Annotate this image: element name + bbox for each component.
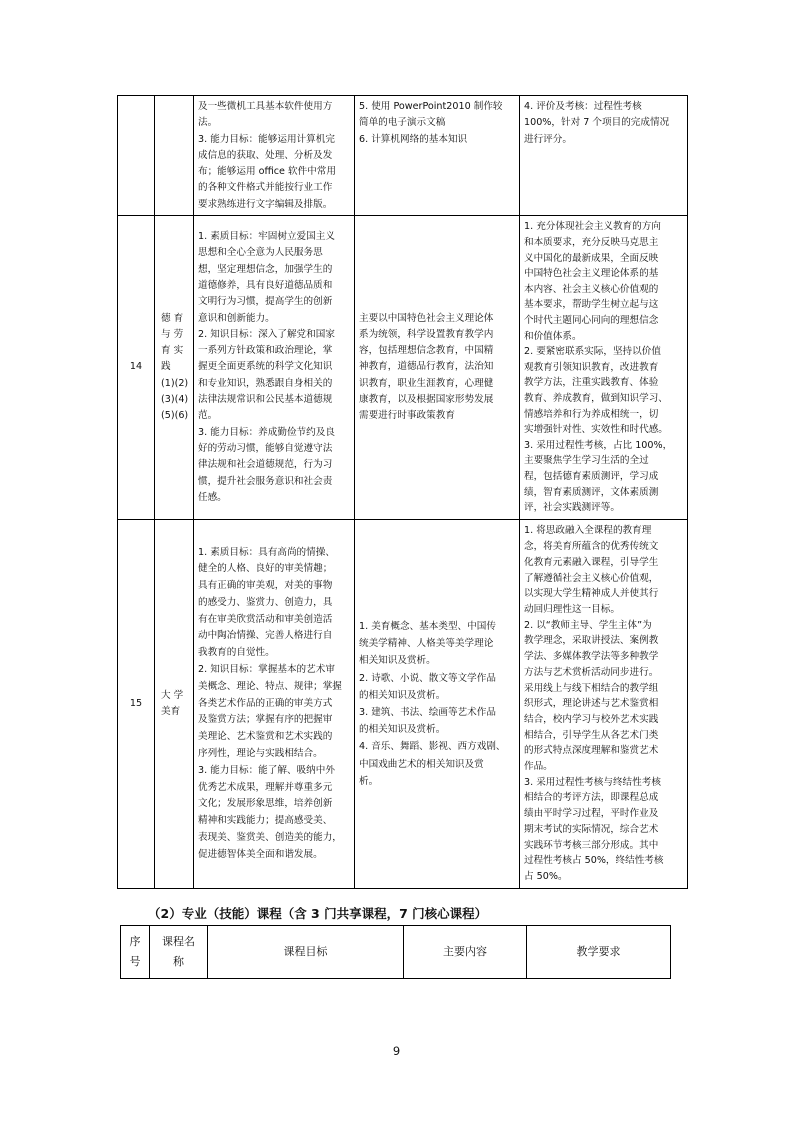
text-line: 的感受力、鉴赏力、创造力，具: [198, 596, 333, 608]
text-line: 主要聚焦学生学习生活的全过: [524, 455, 649, 467]
course-name: [155, 216, 194, 520]
text-line: 好的劳动习惯，能够自觉遵守法: [198, 442, 333, 454]
text-line: 作品。: [524, 761, 553, 773]
text-line: 想，坚定理想信念，加强学生的: [198, 263, 333, 275]
text-line: 2. 诗歌、小说、散文等文学作品: [359, 672, 496, 684]
text-line: 评，社会实践测评等。: [524, 502, 620, 514]
text-line: 动回归理性这一目标。: [524, 604, 620, 615]
text-line: 个时代主题同心同向的理想信念: [524, 315, 659, 326]
text-line: 布；能够运用 office 软件中常用: [198, 166, 336, 178]
text-line: 和本质要求，充分反映马克思主: [524, 237, 659, 249]
text-line: 析。: [359, 775, 379, 787]
text-line: 具有正确的审美观，对美的事物: [198, 580, 333, 592]
text-line: 的相关知识及赏析。: [359, 689, 446, 701]
row-number-cell: [118, 96, 155, 216]
text-line: 范。: [198, 410, 218, 422]
text-line: 精神和实践能力；提高感受美、: [198, 815, 333, 827]
text-line: 3. 采用过程性考核，占比 100%，: [524, 439, 673, 451]
text-line: 践: [161, 361, 171, 373]
header-serial-number: [121, 926, 150, 979]
course-requirements-cell: [520, 96, 688, 216]
text-line: 2. 知识目标：掌握基本的艺术审: [198, 664, 335, 676]
text-line: 教学理念，采取讲授法、案例教: [524, 635, 659, 647]
text-line: 惯，提升社会服务意识和社会责: [198, 475, 333, 487]
course-name-cell: [155, 96, 194, 216]
course-goals-cell: [194, 96, 355, 216]
text-line: 康教育，以及根据国家形势发展: [359, 394, 494, 406]
text-line: 有在审美欣赏活动和审美创造活: [198, 613, 333, 625]
text-line: 一系列方针政策和政治理论，掌: [198, 345, 333, 357]
text-line: 握更全面更系统的科学文化知识: [198, 361, 333, 373]
text-line: 1. 美育概念、基本类型、中国传: [359, 621, 496, 633]
text-line: 的相关知识及赏析。: [359, 724, 446, 736]
text-line: (5)(6): [161, 410, 189, 422]
course-requirements-cell: [520, 520, 688, 889]
text-line: 过程性考核占 50%，终结性考核: [524, 855, 664, 867]
text-line: (3)(4): [161, 394, 189, 406]
header-course-name: [150, 926, 208, 979]
text-line: 需要进行时事政策教育: [359, 410, 455, 422]
text-line: 相结合的考评方法，即课程总成: [524, 792, 659, 804]
text-line: 义中国化的最新成果，全面反映: [524, 252, 659, 264]
text-line: 成信息的获取、处理、分析及发: [198, 149, 333, 161]
text-line: 化教育元素融入课程，引导学生: [524, 556, 659, 568]
text-line: 3. 建筑、书法、绘画等艺术作品: [359, 707, 496, 719]
text-line: 我教育的自觉性。: [198, 647, 275, 659]
text-line: 实践环节考核三部分形成。其中: [524, 839, 659, 851]
text-line: 期末考试的实际情况，综合艺术: [524, 823, 659, 835]
text-line: 思想和全心全意为人民服务思: [198, 247, 323, 259]
text-line: 了解遵循社会主义核心价值观，: [524, 572, 659, 584]
text-line: 1. 素质目标：具有高尚的情操、: [198, 546, 335, 558]
text-line: 2. 知识目标：深入了解党和国家: [198, 328, 335, 340]
text-line: 基本要求，帮助学生树立起与这: [524, 299, 659, 311]
text-line: 相结合，引导学生从各艺术门类: [524, 729, 659, 741]
text-line: 绩由平时学习过程，平时作业及: [524, 808, 659, 820]
text-line: 5. 使用 PowerPoint2010 制作较: [359, 101, 503, 112]
course-content-cell: [355, 96, 520, 216]
text-line: 的各种文件格式并能按行业工作: [198, 182, 333, 194]
text-line: 美育: [161, 706, 181, 718]
text-line: 律法规和社会道德规范，行为习: [198, 459, 333, 471]
text-line: 法。: [198, 117, 218, 129]
text-line: 大 学: [161, 689, 184, 701]
text-line: 中国戏曲艺术的相关知识及赏: [359, 758, 484, 770]
header-teaching-requirements: 教学要求: [527, 926, 671, 979]
text-line: 1. 充分体现社会主义教育的方向: [524, 221, 661, 233]
text-line: 2. 要紧密联系实际，坚持以价值: [524, 346, 661, 358]
text-line: 及一些微机工具基本软件使用方: [198, 101, 333, 112]
course-table: [117, 95, 688, 889]
text-line: 情感培养和行为养成相统一，切: [524, 408, 659, 420]
text-line: 健全的人格、良好的审美情趣；: [198, 563, 333, 575]
table-row-continuation: [118, 96, 688, 216]
text-line: 织形式，理论讲述与艺术鉴赏相: [524, 698, 659, 710]
table-row-15: [118, 520, 688, 889]
text-line: 神教育，道德品行教育，法治知: [359, 361, 494, 373]
text-line: 课程名: [162, 935, 195, 948]
text-line: 文明行为习惯，提高学生的创新: [198, 296, 333, 308]
text-line: 及鉴赏方法；掌握有序的把握审: [198, 714, 333, 726]
text-line: 3. 采用过程性考核与终结性考核: [524, 776, 661, 788]
text-line: 德 育: [161, 312, 184, 324]
text-line: 教育、养成教育，做到知识学习、: [524, 392, 668, 404]
text-line: 要求熟练进行文字编辑及排版。: [198, 198, 333, 210]
text-line: 和价值体系。: [524, 330, 582, 342]
text-line: 各类艺术作品的正确的审美方式: [198, 697, 333, 709]
text-line: 观教育引领知识教育，改进教育: [524, 361, 659, 373]
text-line: 100%，针对 7 个项目的完成情况: [524, 117, 670, 129]
course-goals-cell: [194, 216, 355, 520]
text-line: 序列性，理论与实践相结合。: [198, 748, 323, 760]
text-line: 3. 能力目标：能够运用计算机完: [198, 133, 335, 145]
text-line: 文化；发展形象思维，培养创新: [198, 798, 333, 810]
text-line: 称: [173, 955, 184, 968]
text-line: 动中陶冶情操、完善人格进行自: [198, 630, 333, 642]
text-line: 与 劳: [161, 328, 184, 340]
course-name: [155, 520, 194, 889]
text-line: 系为统领，科学设置教育教学内: [359, 328, 494, 340]
text-line: 念，将美育所蕴含的优秀传统文: [524, 541, 659, 553]
text-line: (1)(2): [161, 377, 189, 389]
course-content-cell: [355, 216, 520, 520]
text-line: 号: [129, 955, 141, 968]
text-line: 的形式特点深度理解和鉴赏艺术: [524, 745, 659, 757]
text-line: 促进德智体美全面和谐发展。: [198, 848, 323, 860]
text-line: 表现美、鉴赏美、创造美的能力，: [198, 832, 342, 844]
header-main-content: 主要内容: [404, 926, 527, 979]
text-line: 6. 计算机网络的基本知识: [359, 133, 468, 145]
text-line: 识教育，职业生涯教育，心理健: [359, 377, 494, 389]
text-line: 统美学精神、人格美等美学理论: [359, 638, 494, 650]
text-line: 占 50%。: [524, 870, 568, 882]
text-line: 美理论、艺术鉴赏和艺术实践的: [198, 731, 333, 743]
text-line: 3. 能力目标：能了解、吸纳中外: [198, 764, 335, 776]
text-line: 3. 能力目标：养成勤俭节约及良: [198, 426, 335, 438]
row-number: 15: [118, 520, 155, 889]
text-line: 意识和创新能力。: [198, 312, 275, 324]
text-line: 本内容、社会主义核心价值观的: [524, 283, 659, 295]
text-line: 以实现大学生精神成人并使其行: [524, 588, 659, 600]
text-line: 4. 音乐、舞蹈、影视、西方戏剧、: [359, 741, 506, 753]
text-line: 育 实: [161, 345, 184, 357]
page-number: 9: [392, 1044, 401, 1058]
course-goals-cell: [194, 520, 355, 889]
text-line: 4. 评价及考核：过程性考核: [524, 101, 642, 112]
text-line: 实增强针对性、实效性和时代感。: [524, 424, 668, 436]
text-line: 主要以中国特色社会主义理论体: [359, 312, 494, 324]
course-content-cell: [355, 520, 520, 889]
text-line: 结合，校内学习与校外艺术实践: [524, 713, 659, 725]
text-line: 容，包括理想信念教育，中国精: [359, 345, 494, 357]
text-line: 教学方法，注重实践教育、体验: [524, 377, 659, 389]
text-line: 道德修养，具有良好道德品质和: [198, 279, 333, 291]
professional-course-header-table: [120, 925, 671, 979]
table-row-14: [118, 216, 688, 520]
text-line: 相关知识及赏析。: [359, 655, 436, 667]
text-line: 绩，智育素质测评，文体素质测: [524, 486, 659, 498]
course-requirements-cell: [520, 216, 688, 520]
text-line: 采用线上与线下相结合的教学组: [524, 682, 659, 694]
text-line: 序: [129, 935, 141, 948]
text-line: 优秀艺术成果，理解并尊重多元: [198, 781, 333, 793]
text-line: 法律法规常识和公民基本道德规: [198, 394, 333, 406]
text-line: 方法与艺术赏析活动同步进行。: [524, 666, 659, 678]
section-heading: （2）专业（技能）课程（含 3 门共享课程，7 门核心课程）: [148, 906, 488, 921]
text-line: 进行评分。: [524, 133, 572, 145]
text-line: 任感。: [198, 491, 227, 503]
text-line: 学法、多媒体教学法等多种教学: [524, 651, 659, 663]
text-line: 美概念、理论、特点、规律；掌握: [198, 680, 342, 692]
text-line: 2. 以“教师主导、学生主体”为: [524, 619, 652, 631]
text-line: 1. 素质目标：牢固树立爱国主义: [198, 231, 335, 243]
text-line: 1. 将思政融入全课程的教育理: [524, 525, 652, 537]
header-row: [121, 926, 671, 979]
text-line: 简单的电子演示文稿: [359, 117, 446, 129]
header-course-goals: 课程目标: [208, 926, 404, 979]
text-line: 和专业知识，熟悉跟自身相关的: [198, 377, 333, 389]
row-number: 14: [118, 216, 155, 520]
text-line: 中国特色社会主义理论体系的基: [524, 268, 659, 280]
text-line: 程，包括德育素质测评，学习成: [524, 470, 659, 482]
